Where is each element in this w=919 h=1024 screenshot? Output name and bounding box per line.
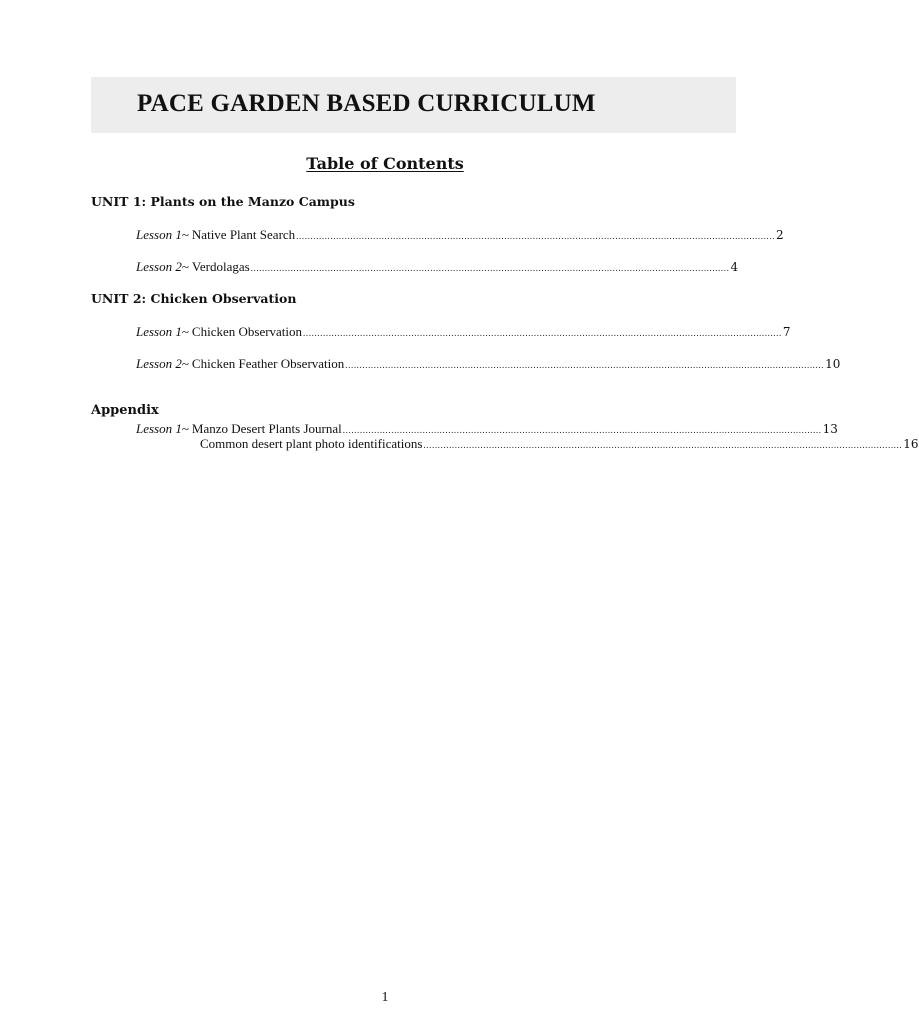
dot-leader: ........................................................................................................................................................................ xyxy=(345,360,825,370)
unit-1-heading: UNIT 1: Plants on the Manzo Campus xyxy=(91,194,355,209)
lesson-label: Lesson 2 xyxy=(136,356,182,371)
page-number: 7 xyxy=(782,325,791,339)
lesson-separator: ~ xyxy=(181,356,189,371)
lesson-label: Lesson 1 xyxy=(136,227,182,242)
dot-leader: ........................................................................................................................................................................ xyxy=(303,328,782,338)
lesson-title: Manzo Desert Plants Journal xyxy=(191,421,342,436)
appendix-heading: Appendix xyxy=(91,403,159,418)
dot-leader: ........................................................................................................................................................................ xyxy=(296,231,775,241)
toc-heading: Table of Contents xyxy=(306,154,464,173)
unit-2-heading: UNIT 2: Chicken Observation xyxy=(91,291,297,306)
lesson-title: Verdolagas xyxy=(191,259,250,274)
lesson-separator: ~ xyxy=(181,227,189,242)
toc-entry-unit1-lesson1[interactable] xyxy=(136,227,784,244)
title-banner xyxy=(91,77,736,133)
toc-entry-unit2-lesson1[interactable] xyxy=(136,324,791,341)
lesson-label: Lesson 2 xyxy=(136,259,182,274)
toc-entry-appendix-photo-ids[interactable] xyxy=(200,436,919,453)
lesson-title: Chicken Feather Observation xyxy=(191,356,345,371)
lesson-separator: ~ xyxy=(181,259,189,274)
lesson-label: Lesson 1 xyxy=(136,421,182,436)
page-number: 2 xyxy=(775,228,784,242)
dot-leader: ........................................................................................................................................................................ xyxy=(250,263,730,273)
page-number: 10 xyxy=(825,357,841,371)
lesson-separator: ~ xyxy=(181,324,189,339)
lesson-title: Native Plant Search xyxy=(191,227,296,242)
lesson-separator: ~ xyxy=(181,421,189,436)
lesson-label: Lesson 1 xyxy=(136,324,182,339)
page-number-footer: 1 xyxy=(381,990,389,1005)
document-title: PACE GARDEN BASED CURRICULUM xyxy=(137,90,596,117)
toc-entry-unit1-lesson2[interactable] xyxy=(136,259,739,276)
dot-leader: ........................................................................................................................................................................ xyxy=(423,440,903,450)
toc-entry-unit2-lesson2[interactable] xyxy=(136,356,841,373)
lesson-title: Common desert plant photo identifications xyxy=(200,436,423,451)
page-number: 13 xyxy=(822,422,838,436)
lesson-title: Chicken Observation xyxy=(191,324,303,339)
page-number: 4 xyxy=(730,260,739,274)
page-number: 16 xyxy=(903,437,919,451)
dot-leader: ........................................................................................................................................................................ xyxy=(342,425,822,435)
